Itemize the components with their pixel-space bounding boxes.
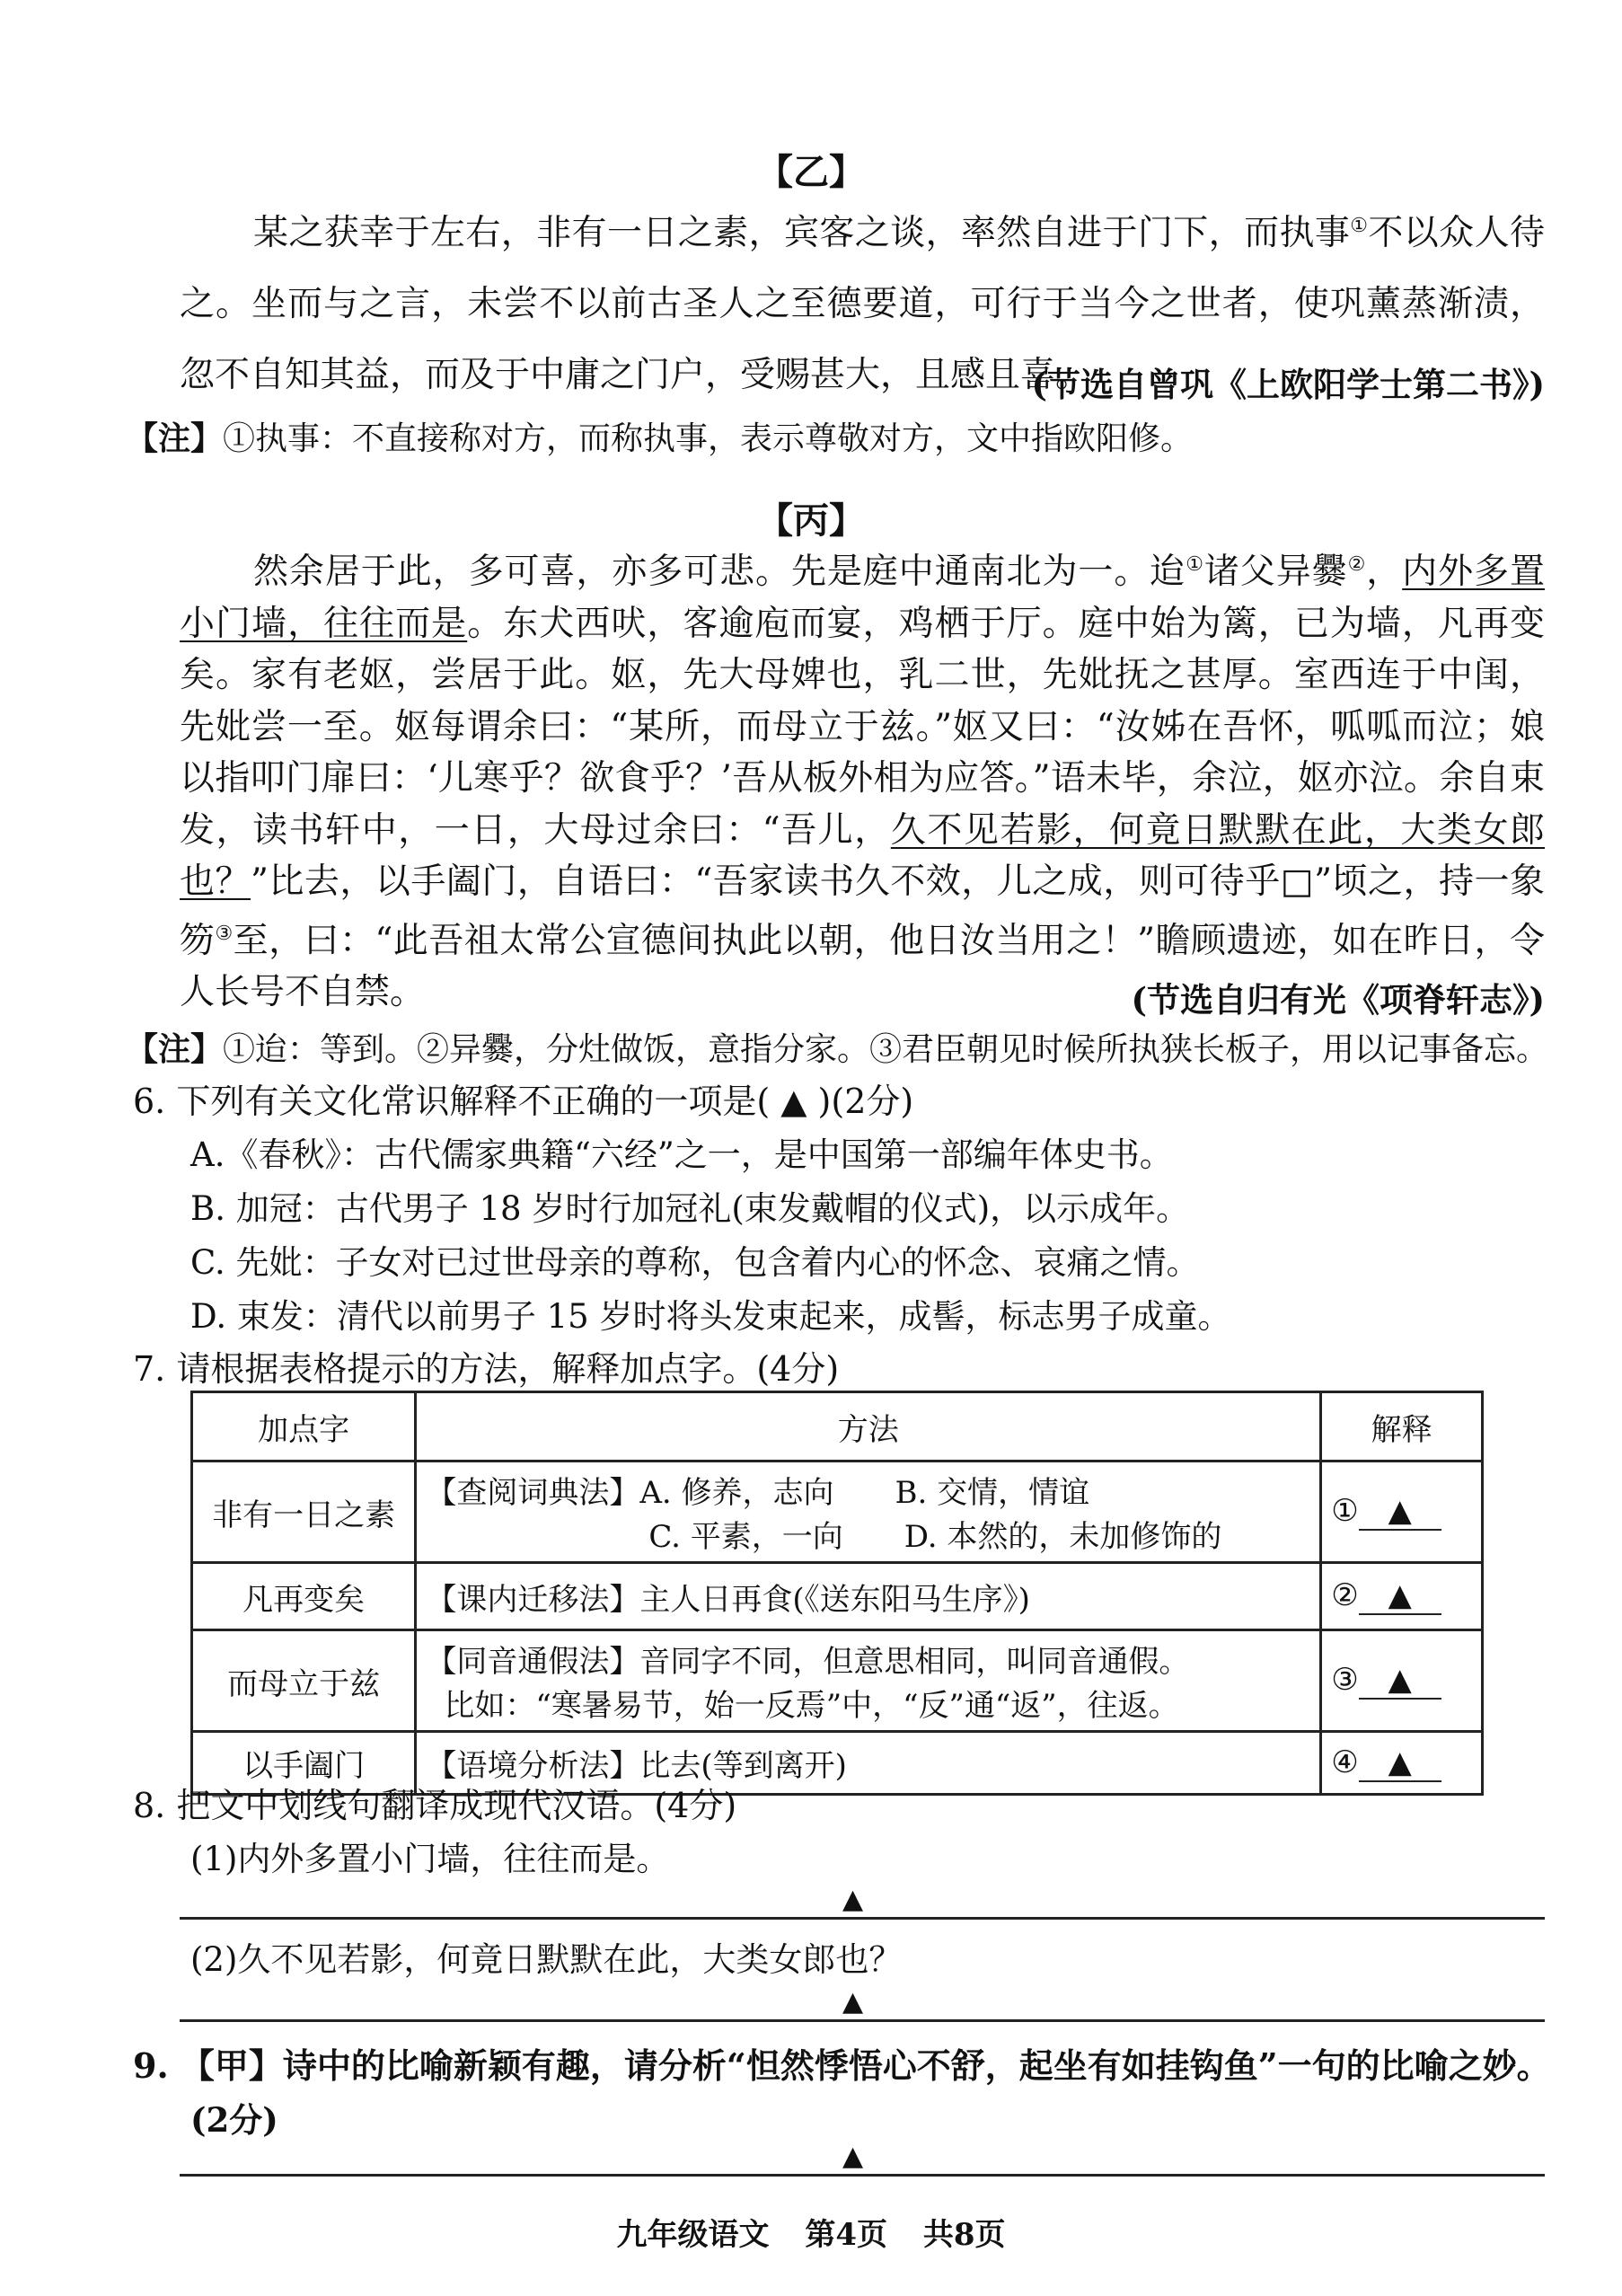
method-label: 【同音通假法】 [426, 1644, 640, 1680]
bing-text-5: ”比去，以手阖门，自语曰：“吾家读书久不效，儿之成，则可待乎□”顷之，持一象笏 [180, 861, 1545, 961]
table-row [192, 1630, 1483, 1732]
answer-line-1[interactable] [180, 1917, 1545, 1920]
answer-number: ② [1331, 1577, 1359, 1613]
answer-blank[interactable]: ▲ [1359, 1744, 1441, 1782]
question-9-score: (2分) [190, 2100, 278, 2140]
question-8-stem: 8. 把文中划线句翻译成现代汉语。(4分) [133, 1786, 737, 1825]
note-label: 【注】 [126, 419, 224, 457]
answer-cell[interactable] [1321, 1630, 1483, 1732]
answer-line-3[interactable] [180, 2174, 1545, 2177]
method-label: 【查阅词典法】 [426, 1475, 640, 1511]
word-cell: 以手阖门 [192, 1732, 416, 1795]
section-yi-note [126, 411, 1581, 466]
answer-cell[interactable] [1321, 1563, 1483, 1630]
method-cell [416, 1563, 1321, 1630]
method-label: 【课内迁移法】 [426, 1581, 640, 1618]
word-cell: 凡再变矣 [192, 1563, 416, 1630]
question-6-option-d: D. 束发：清代以前男子 15 岁时将头发束起来，成髻，标志男子成童。 [190, 1297, 1231, 1336]
table-row [192, 1461, 1483, 1563]
footnote-marker: ③ [215, 922, 234, 945]
footnote-marker: ② [1347, 553, 1367, 576]
note-text: ①迨：等到。②异爨，分灶做饭，意指分家。③君臣朝见时候所执狭长板子，用以记事备忘。 [223, 1031, 1549, 1068]
method-cell [416, 1630, 1321, 1732]
question-6-option-b: B. 加冠：古代男子 18 岁时行加冠礼(束发戴帽的仪式)，以示成年。 [190, 1189, 1190, 1228]
footer-page: 第4页 [805, 2217, 887, 2253]
question-9-stem: 9. 【甲】诗中的比喻新颖有趣，请分析“怛然悸悟心不舒，起坐有如挂钩鱼”一句的比喻之妙。 [133, 2045, 1551, 2086]
table-header: 方法 [416, 1392, 1321, 1461]
method-text: 比如：“寒暑易节，始一反焉”中，“反”通“返”，往返。 [444, 1688, 1179, 1724]
question-8-item-2: (2)久不见若影，何竟日默默在此，大类女郎也？ [190, 1940, 903, 1979]
method-text: A. 修养，志向 B. 交情，情谊 [639, 1475, 1090, 1511]
bing-text-6: 至，曰：“此吾祖太常公宣德间执此以朝，他日汝当用之！”瞻顾遗迹，如在昨日，令人长号不自禁。 [180, 920, 1545, 1012]
section-yi-text-part2: 不以众人待之。坐而与之言，未尝不以前古圣人之至德要道，可行于当今之世者，使巩薰蒸渐渍，忽不自知其益，而及于中庸之门户，受赐甚大，且感且喜。 [180, 213, 1545, 395]
question-7-stem: 7. 请根据表格提示的方法，解释加点字。(4分) [133, 1349, 840, 1389]
answer-triangle-icon: ▲ [842, 1986, 864, 2018]
section-bing-text [180, 539, 1545, 1019]
bing-text-2: 诸父异爨 [1203, 552, 1348, 592]
method-text: 音同字不同，但意思相同，叫同音通假。 [639, 1644, 1190, 1680]
section-bing-note [126, 1022, 1581, 1077]
method-text: C. 平素，一向 D. 本然的，未加修饰的 [648, 1519, 1222, 1555]
table-header-row [192, 1392, 1483, 1461]
footnote-marker: ① [1186, 553, 1204, 576]
note-label: 【注】 [126, 1030, 224, 1068]
answer-triangle-icon: ▲ [842, 1884, 864, 1915]
question-6-stem: 6. 下列有关文化常识解释不正确的一项是( ▲ )(2分) [133, 1082, 914, 1121]
section-bing-title: 【丙】 [757, 499, 865, 542]
section-yi-title: 【乙】 [757, 151, 865, 193]
method-label: 【语境分析法】 [426, 1748, 640, 1784]
method-cell [416, 1461, 1321, 1563]
table-header: 解释 [1321, 1392, 1483, 1461]
answer-line-2[interactable] [180, 2019, 1545, 2022]
answer-blank[interactable]: ▲ [1359, 1662, 1441, 1700]
footnote-marker: ① [1350, 215, 1369, 237]
underlined-sentence-2: 久不见若影，何竟日默默在此，大类女郎也？ [180, 809, 1545, 902]
answer-number: ③ [1331, 1662, 1359, 1698]
section-yi-text-part1: 某之获幸于左右，非有一日之素，宾客之谈，率然自进于门下，而执事 [253, 213, 1351, 253]
table-row [192, 1563, 1483, 1630]
note-text: ①执事：不直接称对方，而称执事，表示尊敬对方，文中指欧阳修。 [223, 420, 1194, 457]
method-text: 比去(等到离开) [639, 1748, 847, 1784]
word-cell: 非有一日之素 [192, 1461, 416, 1563]
table-header: 加点字 [192, 1392, 416, 1461]
question-6-option-a: A.《春秋》：古代儒家典籍“六经”之一，是中国第一部编年体史书。 [190, 1135, 1173, 1174]
footer-grade: 九年级语文 [616, 2217, 770, 2253]
method-text: 主人日再食(《送东阳马生序》) [639, 1581, 1030, 1618]
word-cell: 而母立于兹 [192, 1630, 416, 1732]
answer-blank[interactable]: ▲ [1359, 1577, 1441, 1615]
answer-number: ① [1331, 1493, 1359, 1529]
section-yi-source: (节选自曾巩《上欧阳学士第二书》) [1031, 365, 1545, 404]
answer-triangle-icon: ▲ [842, 2141, 864, 2172]
bing-text-3: ， [1366, 552, 1403, 592]
answer-blank[interactable]: ▲ [1359, 1493, 1441, 1531]
question-8-item-1: (1)内外多置小门墙，往往而是。 [190, 1840, 670, 1878]
method-table [190, 1391, 1484, 1796]
answer-number: ④ [1331, 1744, 1359, 1780]
bing-text-1: 然余居于此，多可喜，亦多可悲。先是庭中通南北为一。迨 [253, 552, 1186, 592]
bing-text-4: 。东犬西吠，客逾庖而宴，鸡栖于厅。庭中始为篱，已为墙，凡再变矣。家有老妪，尝居于此。妪，先大母婢也，乳二世，先妣抚之甚厚。室西连于中闺，先妣尝一至。妪每谓余曰：“某所，而母立于兹。”妪又曰：“汝姊在吾怀，呱呱而泣；娘以指叩门扉曰：‘儿寒乎？欲食乎？’吾从板外相为应答。”语未毕，余泣，妪亦泣。余自束发，读书轩中，一日，大母过余曰：“吾儿， [180, 603, 1545, 851]
section-bing-source: (节选自归有光《项脊轩志》) [1131, 980, 1545, 1020]
underlined-sentence-1: 内外多置小门墙，往往而是 [180, 552, 1545, 644]
page-footer [0, 2210, 1622, 2254]
answer-cell[interactable] [1321, 1461, 1483, 1563]
footer-total: 共8页 [922, 2217, 1006, 2253]
question-6-option-c: C. 先妣：子女对已过世母亲的尊称，包含着内心的怀念、哀痛之情。 [190, 1243, 1200, 1282]
